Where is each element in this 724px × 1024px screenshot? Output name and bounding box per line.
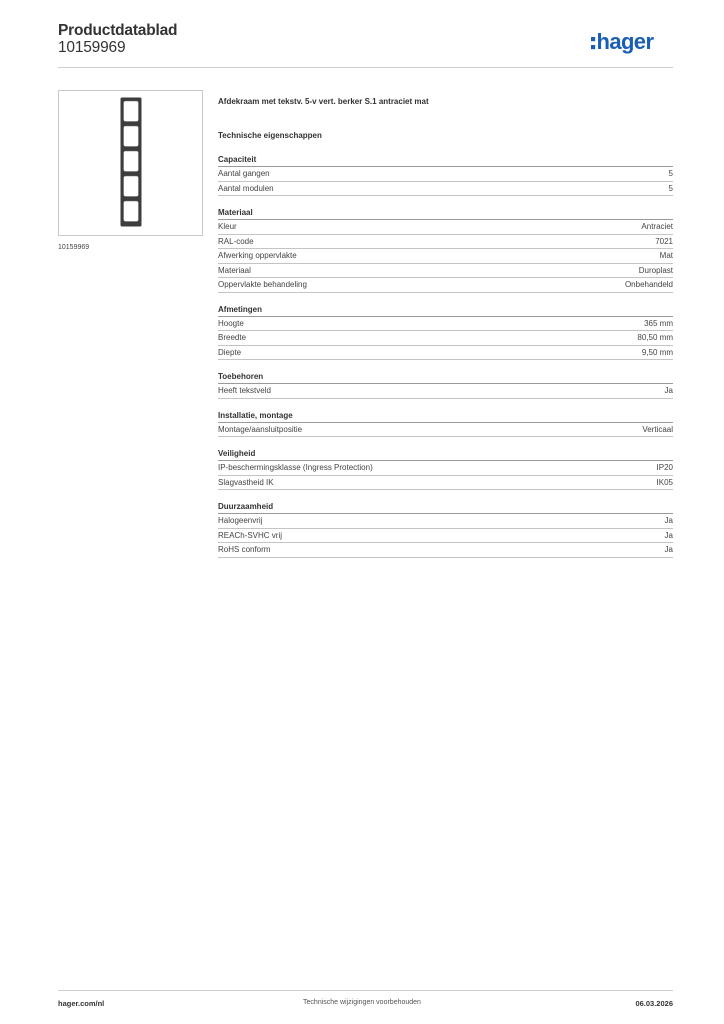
logo-text: hager: [596, 29, 654, 54]
property-name: Diepte: [218, 347, 242, 357]
property-row: [218, 317, 673, 332]
property-name: RAL-code: [218, 236, 254, 246]
section-title: Materiaal: [218, 206, 673, 220]
section-veiligheid: [218, 447, 673, 490]
property-row: [218, 220, 673, 235]
property-name: Kleur: [218, 222, 237, 231]
property-value: Antraciet: [641, 222, 673, 231]
property-name: Aantal gangen: [218, 169, 270, 178]
section-installatie-montage: [218, 409, 673, 438]
property-row: [218, 423, 673, 438]
header-divider: [58, 67, 673, 68]
property-value: 5: [668, 169, 673, 178]
image-caption: 10159969: [58, 244, 90, 251]
section-title: Veiligheid: [218, 447, 673, 461]
property-row: [218, 331, 673, 346]
footer-divider: [58, 990, 673, 991]
property-name: Montage/aansluitpositie: [218, 424, 303, 434]
property-name: REACh-SVHC vrij: [218, 530, 283, 540]
property-name: Halogeenvrij: [218, 516, 263, 525]
footer-date: 06.03.2026: [635, 999, 673, 1008]
property-name: Breedte: [218, 333, 247, 342]
product-details: [218, 96, 673, 558]
property-value: Onbehandeld: [624, 280, 673, 289]
property-row: [218, 167, 673, 182]
section-title: Toebehoren: [218, 370, 673, 384]
product-image: [58, 90, 203, 236]
property-value: Ja: [664, 516, 673, 525]
property-row: [218, 278, 673, 293]
property-name: Heeft tekstveld: [218, 386, 271, 395]
property-row: [218, 514, 673, 529]
property-row: [218, 182, 673, 197]
property-value: 5: [668, 183, 673, 193]
property-value: 80,50 mm: [637, 333, 673, 342]
property-row: [218, 249, 673, 264]
footer-notice: Technische wijzigingen voorbehouden: [303, 999, 421, 1006]
property-value: Mat: [659, 251, 673, 260]
property-name: Hoogte: [218, 318, 244, 328]
property-row: [218, 476, 673, 491]
property-row: [218, 235, 673, 250]
property-value: Ja: [664, 386, 673, 395]
section-materiaal: [218, 206, 673, 293]
page-title: Productdatablad: [58, 22, 178, 39]
property-value: IK05: [656, 477, 673, 487]
technical-properties-heading: Technische eigenschappen: [218, 131, 322, 140]
property-row: [218, 461, 673, 476]
property-value: Ja: [664, 545, 673, 554]
footer-website-link[interactable]: hager.com/nl: [58, 999, 105, 1008]
property-row: [218, 543, 673, 558]
property-row: [218, 529, 673, 544]
property-value: 9,50 mm: [641, 347, 673, 357]
property-name: IP-beschermingsklasse (Ingress Protection): [218, 463, 373, 472]
property-value: 365 mm: [644, 318, 673, 328]
property-row: [218, 264, 673, 279]
section-toebehoren: [218, 370, 673, 399]
property-name: Afwerking oppervlakte: [218, 251, 297, 260]
property-value: 7021: [655, 236, 673, 246]
product-name: Afdekraam met tekstv. 5-v vert. berker S.1 antraciet mat: [218, 97, 429, 106]
property-row: [218, 346, 673, 361]
property-value: IP20: [656, 463, 673, 472]
property-value: Duroplast: [638, 265, 673, 275]
section-title: Afmetingen: [218, 303, 673, 317]
property-name: Slagvastheid IK: [218, 477, 274, 487]
cover-frame-image: [120, 97, 142, 227]
property-name: Oppervlakte behandeling: [218, 280, 307, 289]
property-row: [218, 384, 673, 399]
section-afmetingen: [218, 303, 673, 361]
section-capaciteit: [218, 153, 673, 196]
property-value: Ja: [664, 530, 673, 540]
section-title: Duurzaamheid: [218, 500, 673, 514]
section-title: Installatie, montage: [218, 409, 673, 423]
property-name: Aantal modulen: [218, 183, 274, 193]
section-title: Capaciteit: [218, 153, 673, 167]
article-number: 10159969: [58, 39, 126, 56]
property-name: RoHS conform: [218, 545, 271, 554]
section-duurzaamheid: [218, 500, 673, 558]
property-value: Verticaal: [642, 424, 673, 434]
hager-logo: [591, 28, 673, 56]
property-name: Materiaal: [218, 265, 251, 275]
